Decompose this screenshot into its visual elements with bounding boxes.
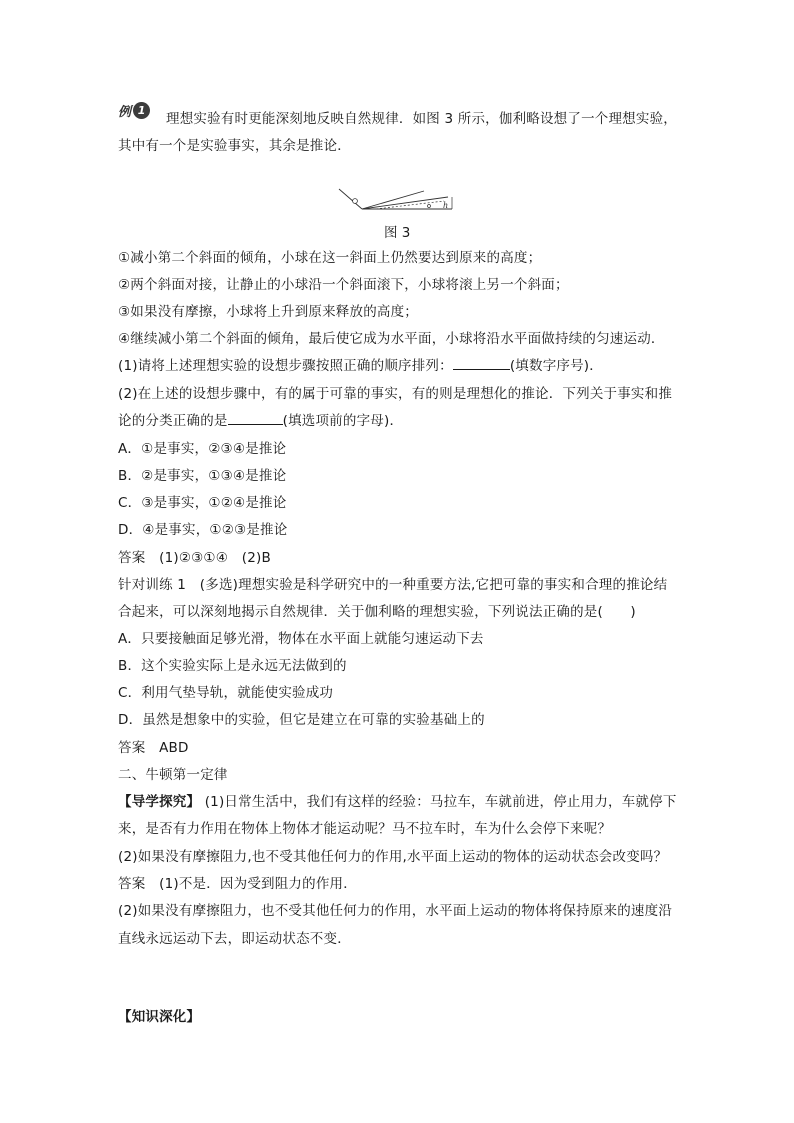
- training-option-c: C．利用气垫导轨，就能使实验成功: [118, 685, 334, 701]
- training-option-a: A．只要接触面足够光滑，物体在水平面上就能匀速运动下去: [118, 631, 484, 647]
- option-c: C．③是事实，①②④是推论: [118, 495, 287, 511]
- option-a: A．①是事实，②③④是推论: [118, 441, 287, 457]
- figure-caption: 图 3: [384, 225, 411, 241]
- training-option-b: B．这个实验实际上是永远无法做到的: [118, 658, 347, 674]
- answer-1: 答案 (1)②③①④ (2)B: [118, 550, 271, 566]
- question-1: [118, 357, 603, 375]
- height-label: h: [443, 201, 449, 210]
- step-4: ④继续减小第二个斜面的倾角，最后使它成为水平面，小球将沿水平面做持续的匀速运动．: [118, 331, 665, 347]
- step-1: ①减小第二个斜面的倾角，小球在这一斜面上仍然要达到原来的高度；: [118, 250, 542, 266]
- ball: [353, 199, 358, 204]
- question-2-line-1: (2)在上述的设想步骤中，有的属于可靠的事实，有的则是理想化的推论．下列关于事实和推: [118, 386, 673, 402]
- example-marker: [118, 101, 150, 120]
- question-2-text: 论的分类正确的是: [118, 413, 228, 429]
- ball-end: [428, 205, 431, 208]
- question-2-line-2: [118, 412, 403, 430]
- example-intro-line-1: 理想实验有时更能深刻地反映自然规律．如图 3 所示，伽利略设想了一个理想实验，: [166, 111, 677, 127]
- example-number-badge: 1: [133, 102, 150, 119]
- example-label: 例: [118, 105, 132, 120]
- answer-blank-1: [453, 357, 510, 370]
- option-d: D．④是事实，①②③是推论: [118, 522, 288, 538]
- example-intro-line-2: 其中有一个是实验事实，其余是推论．: [118, 138, 351, 154]
- training-line-1: 针对训练 1 (多选)理想实验是科学研究中的一种重要方法,它把可靠的事实和合理的推论结: [118, 577, 668, 593]
- question-1-suffix: (填数字序号)．: [509, 358, 603, 374]
- training-option-d: D．虽然是想象中的实验，但它是建立在可靠的实验基础上的: [118, 712, 485, 728]
- option-b: B．②是事实，①③④是推论: [118, 468, 287, 484]
- guide-line-3: (2)如果没有摩擦阻力,也不受其他任何力的作用,水平面上运动的物体的运动状态会改变吗？: [118, 849, 668, 865]
- question-1-text: (1)请将上述理想实验的设想步骤按照正确的顺序排列：: [118, 358, 453, 374]
- guide-line-2: 来，是否有力作用在物体上物体才能运动呢？马不拉车时，车为什么会停下来呢？: [118, 821, 612, 837]
- section-title: 二、牛顿第一定律: [118, 767, 228, 783]
- guide-line-1: [118, 793, 677, 811]
- answer-3-line-3: 直线永远运动下去，即运动状态不变．: [118, 931, 351, 947]
- right-incline-steep: [362, 191, 424, 209]
- inclined-planes-figure: [336, 186, 458, 216]
- knowledge-deepen-tag: 【知识深化】: [118, 1009, 201, 1025]
- right-incline-shallow: [362, 197, 448, 209]
- step-3: ③如果没有摩擦，小球将上升到原来释放的高度；: [118, 304, 419, 320]
- answer-blank-2: [228, 412, 283, 425]
- guide-tag: 【导学探究】: [118, 794, 201, 810]
- question-2-suffix: (填选项前的字母)．: [282, 413, 404, 429]
- answer-2: 答案 ABD: [118, 740, 189, 756]
- answer-3-line-2: (2)如果没有摩擦阻力，也不受其他任何力的作用，水平面上运动的物体将保持原来的速度沿: [118, 903, 673, 919]
- guide-text-1: (1)日常生活中，我们有这样的经验：马拉车，车就前进，停止用力，车就停下: [200, 794, 677, 810]
- training-line-2: 合起来，可以深刻地揭示自然规律．关于伽利略的理想实验，下列说法正确的是( ): [118, 604, 636, 620]
- left-incline: [339, 189, 362, 209]
- step-2: ②两个斜面对接，让静止的小球沿一个斜面滚下，小球将滚上另一个斜面；: [118, 277, 569, 293]
- answer-3-line-1: 答案 (1)不是．因为受到阻力的作用．: [118, 876, 357, 892]
